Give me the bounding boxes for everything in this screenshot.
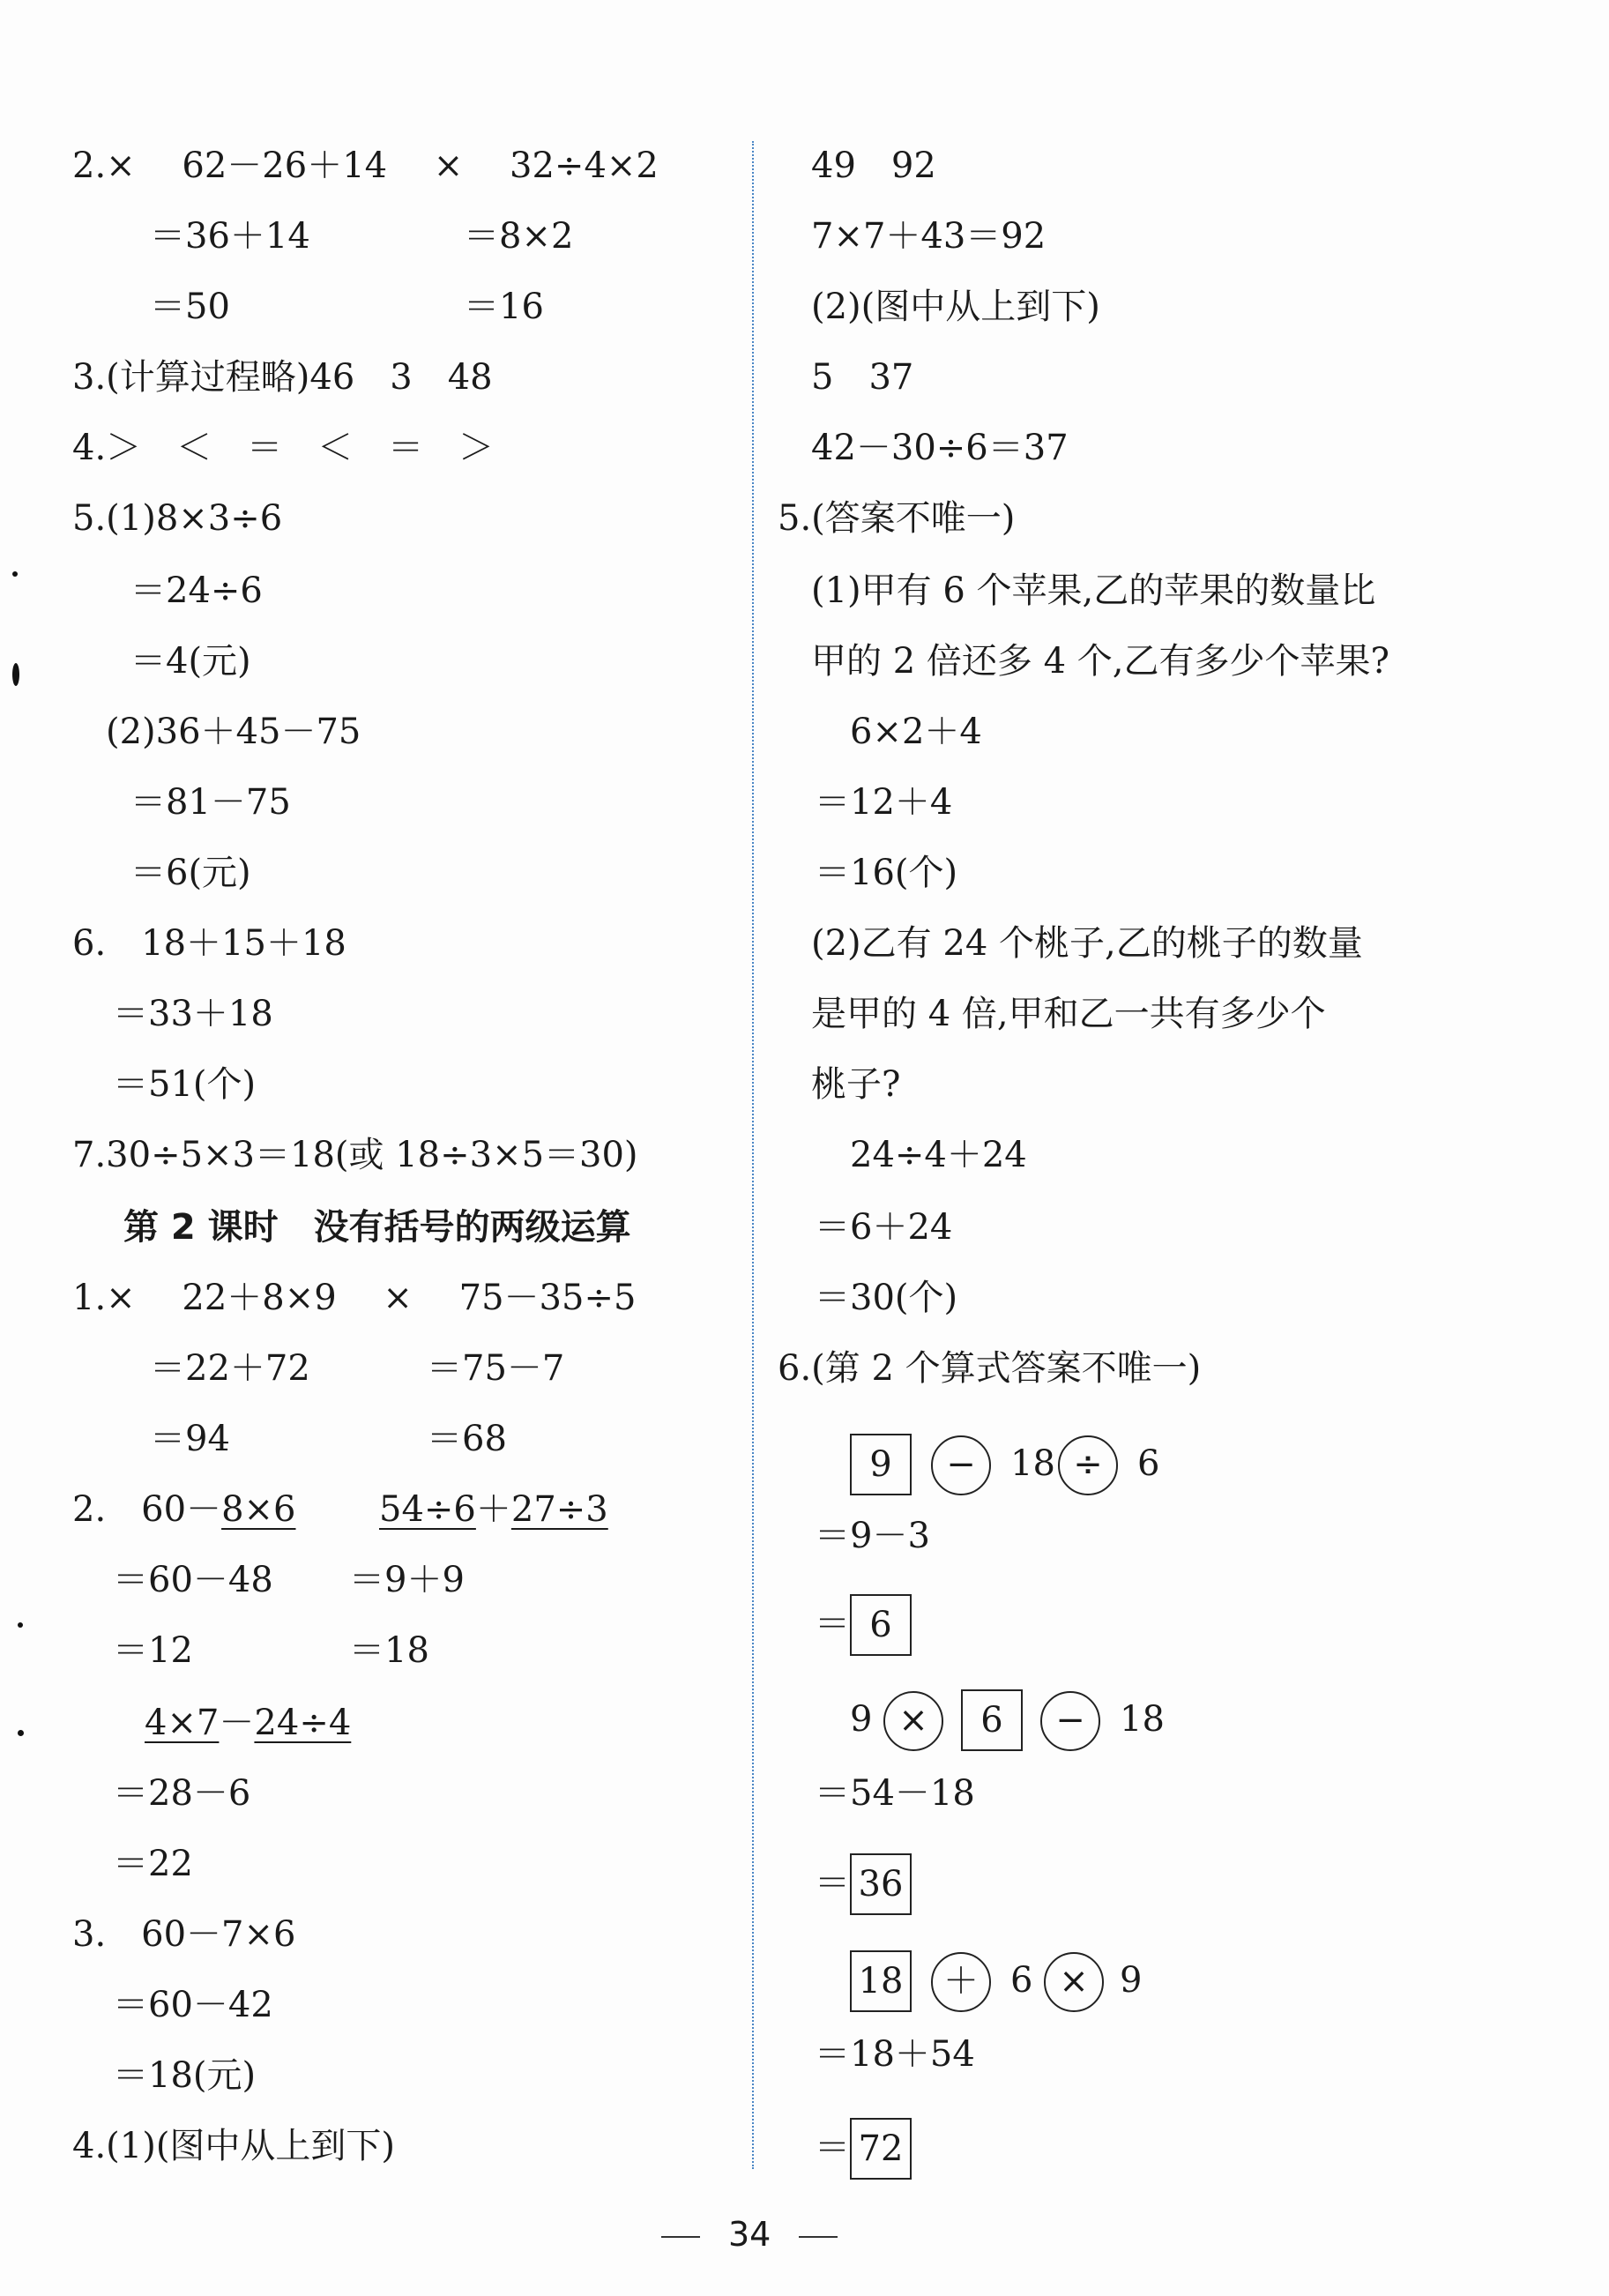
- operator-circle: ×: [883, 1691, 943, 1751]
- line-s2-q4: 4.(1)(图中从上到下): [72, 2126, 396, 2166]
- scan-speck: [18, 1730, 24, 1736]
- line-q5-2-step2: ＝6(元): [130, 853, 251, 893]
- line-s2-q3-step2: ＝18(元): [113, 2055, 257, 2096]
- operator-circle: −: [1040, 1691, 1100, 1751]
- line-s2-q2-step1b: ＝9＋9: [349, 1560, 465, 1600]
- result-box: 36: [850, 1853, 912, 1915]
- scan-speck: [12, 663, 19, 686]
- section-heading: 第 2 课时 没有括号的两级运算: [123, 1207, 631, 1248]
- operand: 6: [1137, 1443, 1160, 1484]
- line-r8: 甲的 2 倍还多 4 个,乙有多少个苹果?: [811, 641, 1389, 682]
- line-r2: 7×7＋43＝92: [811, 216, 1047, 257]
- puzzle-step: ＝18＋54: [815, 2034, 975, 2075]
- line-s2-q1-step1b: ＝75－7: [427, 1348, 565, 1389]
- equals-sign: ＝: [815, 2128, 850, 2168]
- line-q4: 4.＞ ＜ ＝ ＜ ＝ ＞: [72, 428, 495, 468]
- line-s2-q3: 3. 60－7×6: [72, 1914, 296, 1955]
- line-q2-step2b: ＝16: [464, 287, 544, 327]
- line-s2-q2c-step1: ＝28－6: [113, 1773, 251, 1814]
- equals-sign: ＝: [815, 1604, 850, 1644]
- line-s2-q1: 1.× 22＋8×9 × 75－35÷5: [72, 1278, 637, 1318]
- line-r13: 是甲的 4 倍,甲和乙一共有多少个: [811, 994, 1326, 1034]
- line-s2-q2a: [72, 1488, 295, 1531]
- operand: 18: [1120, 1699, 1165, 1740]
- line-q6-step2: ＝51(个): [113, 1064, 257, 1105]
- column-divider: [752, 141, 754, 2169]
- operator-circle: −: [931, 1435, 991, 1495]
- operator-circle: ×: [1044, 1952, 1104, 2012]
- line-s2-q1-step2b: ＝68: [427, 1419, 507, 1459]
- line-q6-step1: ＝33＋18: [113, 994, 273, 1034]
- underlined-term: 4×7: [145, 1703, 220, 1743]
- page-number-dash-right: [799, 2236, 838, 2238]
- operator-circle: ÷: [1058, 1435, 1118, 1495]
- line-r6: 5.(答案不唯一): [778, 498, 1016, 539]
- answer-box: 9: [850, 1434, 912, 1495]
- underlined-term: 54÷6: [379, 1489, 476, 1530]
- line-r1: 49 92: [811, 145, 936, 186]
- line-s2-q2c-step2: ＝22: [113, 1844, 193, 1884]
- line-s2-q2b: [379, 1488, 608, 1531]
- line-s2-q2-step1a: ＝60－48: [113, 1560, 273, 1600]
- line-q5-1-step2: ＝4(元): [130, 641, 251, 682]
- line-q3: 3.(计算过程略)46 3 48: [72, 357, 493, 398]
- line-r5: 42－30÷6＝37: [811, 428, 1069, 468]
- line-r10: ＝12＋4: [815, 782, 953, 823]
- line-r15: 24÷4＋24: [850, 1135, 1027, 1175]
- line-r14: 桃子?: [811, 1064, 901, 1105]
- line-q6: 6. 18＋15＋18: [72, 923, 346, 964]
- line-s2-q1-step1a: ＝22＋72: [150, 1348, 310, 1389]
- line-r16: ＝6＋24: [815, 1207, 953, 1248]
- underlined-term: 24÷4: [254, 1703, 352, 1743]
- line-s2-q2-step2a: ＝12: [113, 1630, 193, 1671]
- line-q2-step1b: ＝8×2: [464, 216, 574, 257]
- line-q5-1: 5.(1)8×3÷6: [72, 498, 283, 539]
- operand: 18: [1010, 1443, 1055, 1484]
- line-s2-q1-step2a: ＝94: [150, 1419, 230, 1459]
- puzzle-step: ＝54－18: [815, 1773, 975, 1814]
- line-r3: (2)(图中从上到下): [811, 287, 1100, 327]
- scan-speck: [12, 571, 18, 577]
- line-s2-q3-step1: ＝60－42: [113, 1985, 273, 2025]
- line-r7: (1)甲有 6 个苹果,乙的苹果的数量比: [811, 570, 1376, 611]
- answer-box: 18: [850, 1950, 912, 2012]
- line-r11: ＝16(个): [815, 853, 958, 893]
- line-q5-2-step1: ＝81－75: [130, 782, 291, 823]
- equals-sign: ＝: [815, 1863, 850, 1904]
- result-box: 6: [850, 1594, 912, 1656]
- line-r17: ＝30(个): [815, 1278, 958, 1318]
- expr-text: －: [219, 1703, 255, 1743]
- expr-text: 2. 60－: [72, 1489, 222, 1530]
- line-q7: 7.30÷5×3＝18(或 18÷3×5＝30): [72, 1135, 638, 1175]
- expr-text: ＋: [475, 1489, 511, 1530]
- line-q5-1-step1: ＝24÷6: [130, 570, 263, 611]
- answer-box: 6: [961, 1689, 1023, 1751]
- line-q2: 2.× 62－26＋14 × 32÷4×2: [72, 145, 659, 186]
- page-number: 34: [728, 2215, 771, 2254]
- scan-speck: [18, 1622, 23, 1628]
- operand: 9: [1120, 1960, 1143, 2001]
- result-box: 72: [850, 2118, 912, 2180]
- line-s2-q2-step2b: ＝18: [349, 1630, 429, 1671]
- line-r9: 6×2＋4: [850, 712, 982, 752]
- line-r12: (2)乙有 24 个桃子,乙的桃子的数量: [811, 923, 1363, 964]
- line-r4: 5 37: [811, 357, 914, 398]
- operand: 6: [1010, 1960, 1033, 2001]
- line-q5-2: (2)36＋45－75: [106, 712, 361, 752]
- underlined-term: 27÷3: [510, 1489, 608, 1530]
- operator-circle: ＋: [931, 1952, 991, 2012]
- line-s2-q2c: [145, 1702, 351, 1744]
- page-number-dash-left: [661, 2236, 700, 2238]
- puzzle-step: ＝9－3: [815, 1516, 930, 1556]
- operand: 9: [850, 1699, 873, 1740]
- line-r18: 6.(第 2 个算式答案不唯一): [778, 1348, 1202, 1389]
- line-q2-step1a: ＝36＋14: [150, 216, 310, 257]
- line-q2-step2a: ＝50: [150, 287, 230, 327]
- underlined-term: 8×6: [221, 1489, 296, 1530]
